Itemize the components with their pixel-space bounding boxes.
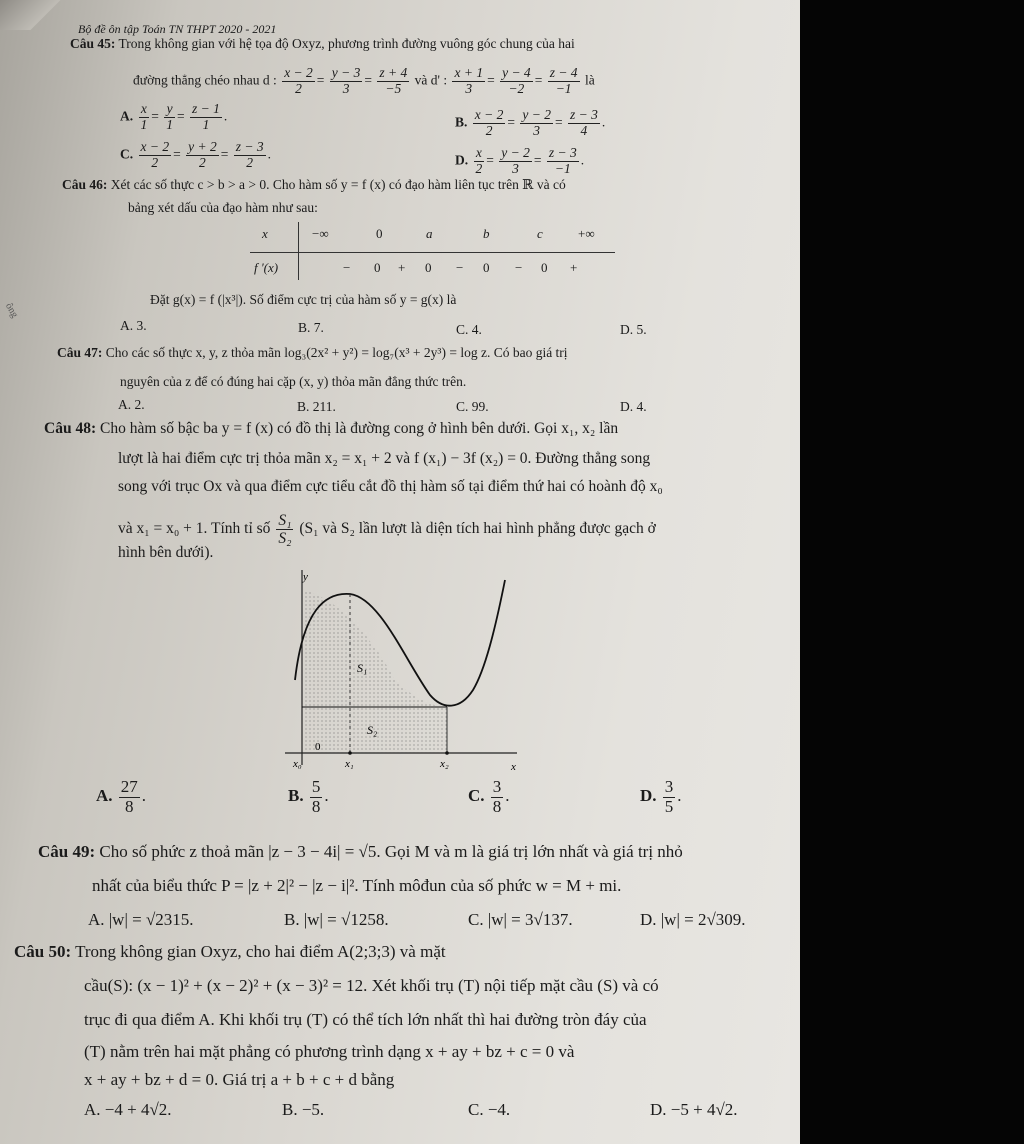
table-x-0: 0 xyxy=(376,226,383,241)
q49-option-d[interactable]: D. |w| = 2√309. xyxy=(640,910,746,929)
q45-d2-frac1: $\frac{x + 1}{3}$ xyxy=(454,65,484,96)
q45-text1: Trong không gian với hệ tọa độ Oxyz, phương trình đường vuông góc chung của hai xyxy=(118,36,575,51)
table-sign: − xyxy=(343,260,351,275)
q50-line5: x + ay + bz + d = 0. Giá trị a + b + c + d bằng xyxy=(84,1070,395,1089)
table-fx-label: f '(x) xyxy=(254,260,279,275)
graph-s2-label: S₂ xyxy=(367,723,378,737)
q45-suffix: là xyxy=(584,72,595,88)
q49-line2: nhất của biểu thức P = |z + 2|² − |z − i|². Tính môđun của số phức w = M + mi. xyxy=(92,876,622,895)
q47-line1 xyxy=(57,345,568,361)
table-sign: − xyxy=(456,260,464,275)
q50-option-c[interactable]: C. −4. xyxy=(468,1100,511,1119)
graph-origin-label: 0 xyxy=(315,741,321,753)
table-x-pos-inf: +∞ xyxy=(578,226,595,241)
q48-option-b[interactable]: B. $\frac{5}{8}$ . xyxy=(288,777,329,816)
q50-line1 xyxy=(14,942,446,962)
q47-option-b[interactable]: B. 211. xyxy=(297,399,336,414)
q48-line1 xyxy=(44,420,618,438)
q49-option-b[interactable]: B. |w| = √1258. xyxy=(284,910,389,929)
graph-x2-label: x₂ xyxy=(440,758,449,770)
q45-line1 xyxy=(70,36,575,52)
q47-option-a[interactable]: A. 2. xyxy=(118,397,145,412)
q45-d-prefix: đường thẳng chéo nhau d : xyxy=(133,72,277,88)
table-x-a: a xyxy=(426,226,433,241)
q48-option-a[interactable]: A. $\frac{27}{8}$ . xyxy=(96,777,147,816)
q48-option-d[interactable]: D. $\frac{3}{5}$ . xyxy=(640,777,682,816)
q46-option-a[interactable]: A. 3. xyxy=(120,318,147,333)
table-x-c: c xyxy=(537,226,543,241)
table-sign: 0 xyxy=(483,260,490,275)
q50-line2: cầu(S): (x − 1)² + (x − 2)² + (x − 3)² = 12. Xét khối trụ (T) nội tiếp mặt cầu (S) và có xyxy=(84,976,659,995)
graph-x1-label: x₁ xyxy=(345,758,354,770)
q46-option-b[interactable]: B. 7. xyxy=(298,320,324,335)
q50-option-b[interactable]: B. −5. xyxy=(282,1100,325,1119)
q45-option-b[interactable]: B. $\frac{x - 2}{2}$ = $\frac{y - 2}{3}$ = $\frac{z - 3}{4}$ . xyxy=(455,107,606,138)
q50-text1: Trong không gian Oxyz, cho hai điểm A(2;3;3) và mặt xyxy=(75,942,446,961)
q45-option-c[interactable]: C. $\frac{x - 2}{2}$ = $\frac{y + 2}{2}$ = $\frac{z - 3}{2}$ . xyxy=(120,139,271,170)
q47-option-d[interactable]: D. 4. xyxy=(620,399,647,414)
table-x-neg-inf: −∞ xyxy=(312,226,329,241)
table-x-label: x xyxy=(262,226,268,241)
q45-d-frac1: $\frac{x - 2}{2}$ xyxy=(284,65,313,96)
q47-line2: nguyên của z để có đúng hai cặp (x, y) thỏa mãn đẳng thức trên. xyxy=(120,374,467,389)
table-sign: + xyxy=(398,260,406,275)
q45-d2-prefix: và d' : xyxy=(414,72,448,88)
q46-line2: bảng xét dấu của đạo hàm như sau: xyxy=(128,200,318,215)
q45-d-frac3: $\frac{z + 4}{-5}$ xyxy=(379,65,408,96)
q48-line3: song với trục Ox và qua điểm cực tiểu cắt đồ thị hàm số tại điểm thứ hai có hoành độ x₀ xyxy=(118,478,663,495)
q49-text1: Cho số phức z thoả mãn |z − 3 − 4i| = √5. Gọi M và m là giá trị lớn nhất và giá trị nhỏ xyxy=(99,842,683,861)
cubic-graph xyxy=(285,560,525,775)
q47-label: Câu 47: xyxy=(57,345,103,360)
q49-option-a[interactable]: A. |w| = √2315. xyxy=(88,910,194,929)
q46-option-d[interactable]: D. 5. xyxy=(620,322,647,337)
margin-note: ông xyxy=(2,301,21,320)
q48-option-c[interactable]: C. $\frac{3}{8}$ . xyxy=(468,777,510,816)
dark-background xyxy=(800,0,1024,1144)
q49-line1 xyxy=(38,842,683,862)
q48-label: Câu 48: xyxy=(44,420,97,437)
q49-option-c[interactable]: C. |w| = 3√137. xyxy=(468,910,573,929)
q47-option-c[interactable]: C. 99. xyxy=(456,399,489,414)
q50-line4: (T) nằm trên hai mặt phẳng có phương trình dạng x + ay + bz + c = 0 và xyxy=(84,1042,575,1061)
sign-table xyxy=(250,222,615,280)
page-fold xyxy=(0,0,70,30)
q45-line2: đường thẳng chéo nhau d : $\frac{x - 2}{2}$ = $\frac{y - 3}{3}$ = $\frac{z + 4}{-5}$ và d' : $\frac{x + 1}{3}$ = $\frac{y - 4}{-2}$ = $\frac{z - 4}{-1}$ là xyxy=(133,65,595,96)
q46-line1 xyxy=(62,177,566,193)
q45-d2-frac2: $\frac{y - 4}{-2}$ xyxy=(502,65,531,96)
graph-x0-label: x₀ xyxy=(293,758,302,770)
q48-line5: hình bên dưới). xyxy=(118,544,214,561)
q45-option-a[interactable]: A. $\frac{x}{1}$ = $\frac{y}{1}$ = $\frac{z - 1}{1}$ . xyxy=(120,101,228,132)
q50-option-a[interactable]: A. −4 + 4√2. xyxy=(84,1100,172,1119)
q50-label: Câu 50: xyxy=(14,942,72,961)
q48-line4: và x₁ = x₀ + 1. Tính tỉ số $\frac{\text{S₁}}{\text{S₂}}$ (S₁ và S₂ lần lượt là diện tích hai hình phẳng được gạch ở xyxy=(118,512,656,548)
table-sign: + xyxy=(570,260,578,275)
table-sign: 0 xyxy=(541,260,548,275)
table-sign: 0 xyxy=(425,260,432,275)
q45-label: Câu 45: xyxy=(70,36,116,51)
graph-y-label: y xyxy=(303,571,308,583)
q48-text1: Cho hàm số bậc ba y = f (x) có đồ thị là đường cong ở hình bên dưới. Gọi x₁, x₂ lần xyxy=(99,420,619,437)
table-x-b: b xyxy=(483,226,490,241)
q47-text1: Cho các số thực x, y, z thỏa mãn log₃(2x² + y²) = log₇(x³ + 2y³) = log z. Có bao giá trị xyxy=(105,345,568,360)
q46-text1: Xét các số thực c > b > a > 0. Cho hàm số y = f (x) có đạo hàm liên tục trên ℝ và có xyxy=(110,177,566,192)
q50-option-d[interactable]: D. −5 + 4√2. xyxy=(650,1100,738,1119)
q50-line3: trục đi qua điểm A. Khi khối trụ (T) có thể tích lớn nhất thì hai đường tròn đáy của xyxy=(84,1010,647,1029)
graph-x-label: x xyxy=(511,761,516,773)
table-sign: − xyxy=(515,260,523,275)
q49-label: Câu 49: xyxy=(38,842,96,861)
document-header: Bộ đề ôn tập Toán TN THPT 2020 - 2021 xyxy=(78,22,277,36)
q45-option-d[interactable]: D. $\frac{x}{2}$ = $\frac{y - 2}{3}$ = $\frac{z - 3}{-1}$ . xyxy=(455,145,585,176)
q45-d2-frac3: $\frac{z - 4}{-1}$ xyxy=(549,65,578,96)
q46-label: Câu 46: xyxy=(62,177,108,192)
q45-d-frac2: $\frac{y - 3}{3}$ xyxy=(331,65,361,96)
q46-option-c[interactable]: C. 4. xyxy=(456,322,482,337)
q48-line2: lượt là hai điểm cực trị thỏa mãn x₂ = x₁ + 2 và f (x₁) − 3f (x₂) = 0. Đường thẳng song xyxy=(118,450,651,467)
q46-line3: Đặt g(x) = f (|x³|). Số điểm cực trị của hàm số y = g(x) là xyxy=(150,292,457,307)
table-sign: 0 xyxy=(374,260,381,275)
graph-s1-label: S₁ xyxy=(357,661,368,675)
